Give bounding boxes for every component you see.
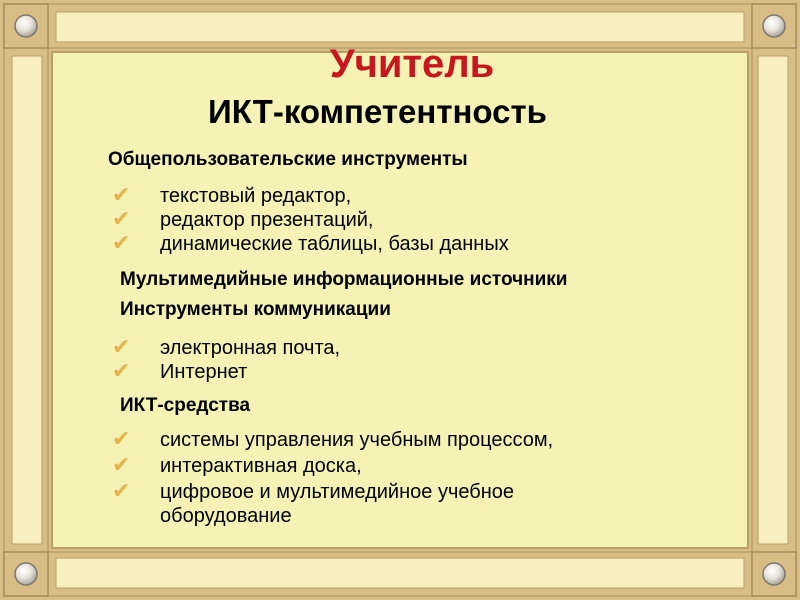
- slide-title: Учитель: [329, 42, 495, 86]
- round-button-icon: [15, 563, 37, 585]
- checkmark-icon: ✔: [112, 359, 131, 384]
- slide-subtitle: ИКТ-компетентность: [208, 93, 547, 130]
- checkmark-icon: ✔: [112, 231, 131, 256]
- checkmark-icon: ✔: [112, 427, 131, 452]
- checkmark-icon: ✔: [112, 453, 131, 478]
- list-item: ✔ цифровое и мультимедийное учебное: [112, 479, 515, 504]
- section-heading-ict-means: ИКТ-средства: [120, 395, 251, 416]
- list-item: ✔ Интернет: [112, 359, 248, 384]
- list-item: ✔ текстовый редактор,: [112, 183, 352, 208]
- section-heading-communication-tools: Инструменты коммуникации: [120, 299, 391, 320]
- checkmark-icon: ✔: [112, 183, 131, 208]
- checkmark-icon: ✔: [112, 479, 131, 504]
- checkmark-icon: ✔: [112, 335, 131, 360]
- round-button-icon: [763, 563, 785, 585]
- checkmark-icon: ✔: [112, 207, 131, 232]
- list-item: ✔ системы управления учебным процессом,: [112, 427, 554, 452]
- list-item: ✔ интерактивная доска,: [112, 453, 362, 478]
- section-heading-general-tools: Общепользовательские инструменты: [108, 149, 468, 170]
- list-item: ✔ динамические таблицы, базы данных: [112, 231, 509, 256]
- list-item: ✔ редактор презентаций,: [112, 207, 374, 232]
- round-button-icon: [763, 15, 785, 37]
- section-heading-multimedia-sources: Мультимедийные информационные источники: [120, 269, 568, 290]
- list-item: ✔ электронная почта,: [112, 335, 341, 360]
- round-button-icon: [15, 15, 37, 37]
